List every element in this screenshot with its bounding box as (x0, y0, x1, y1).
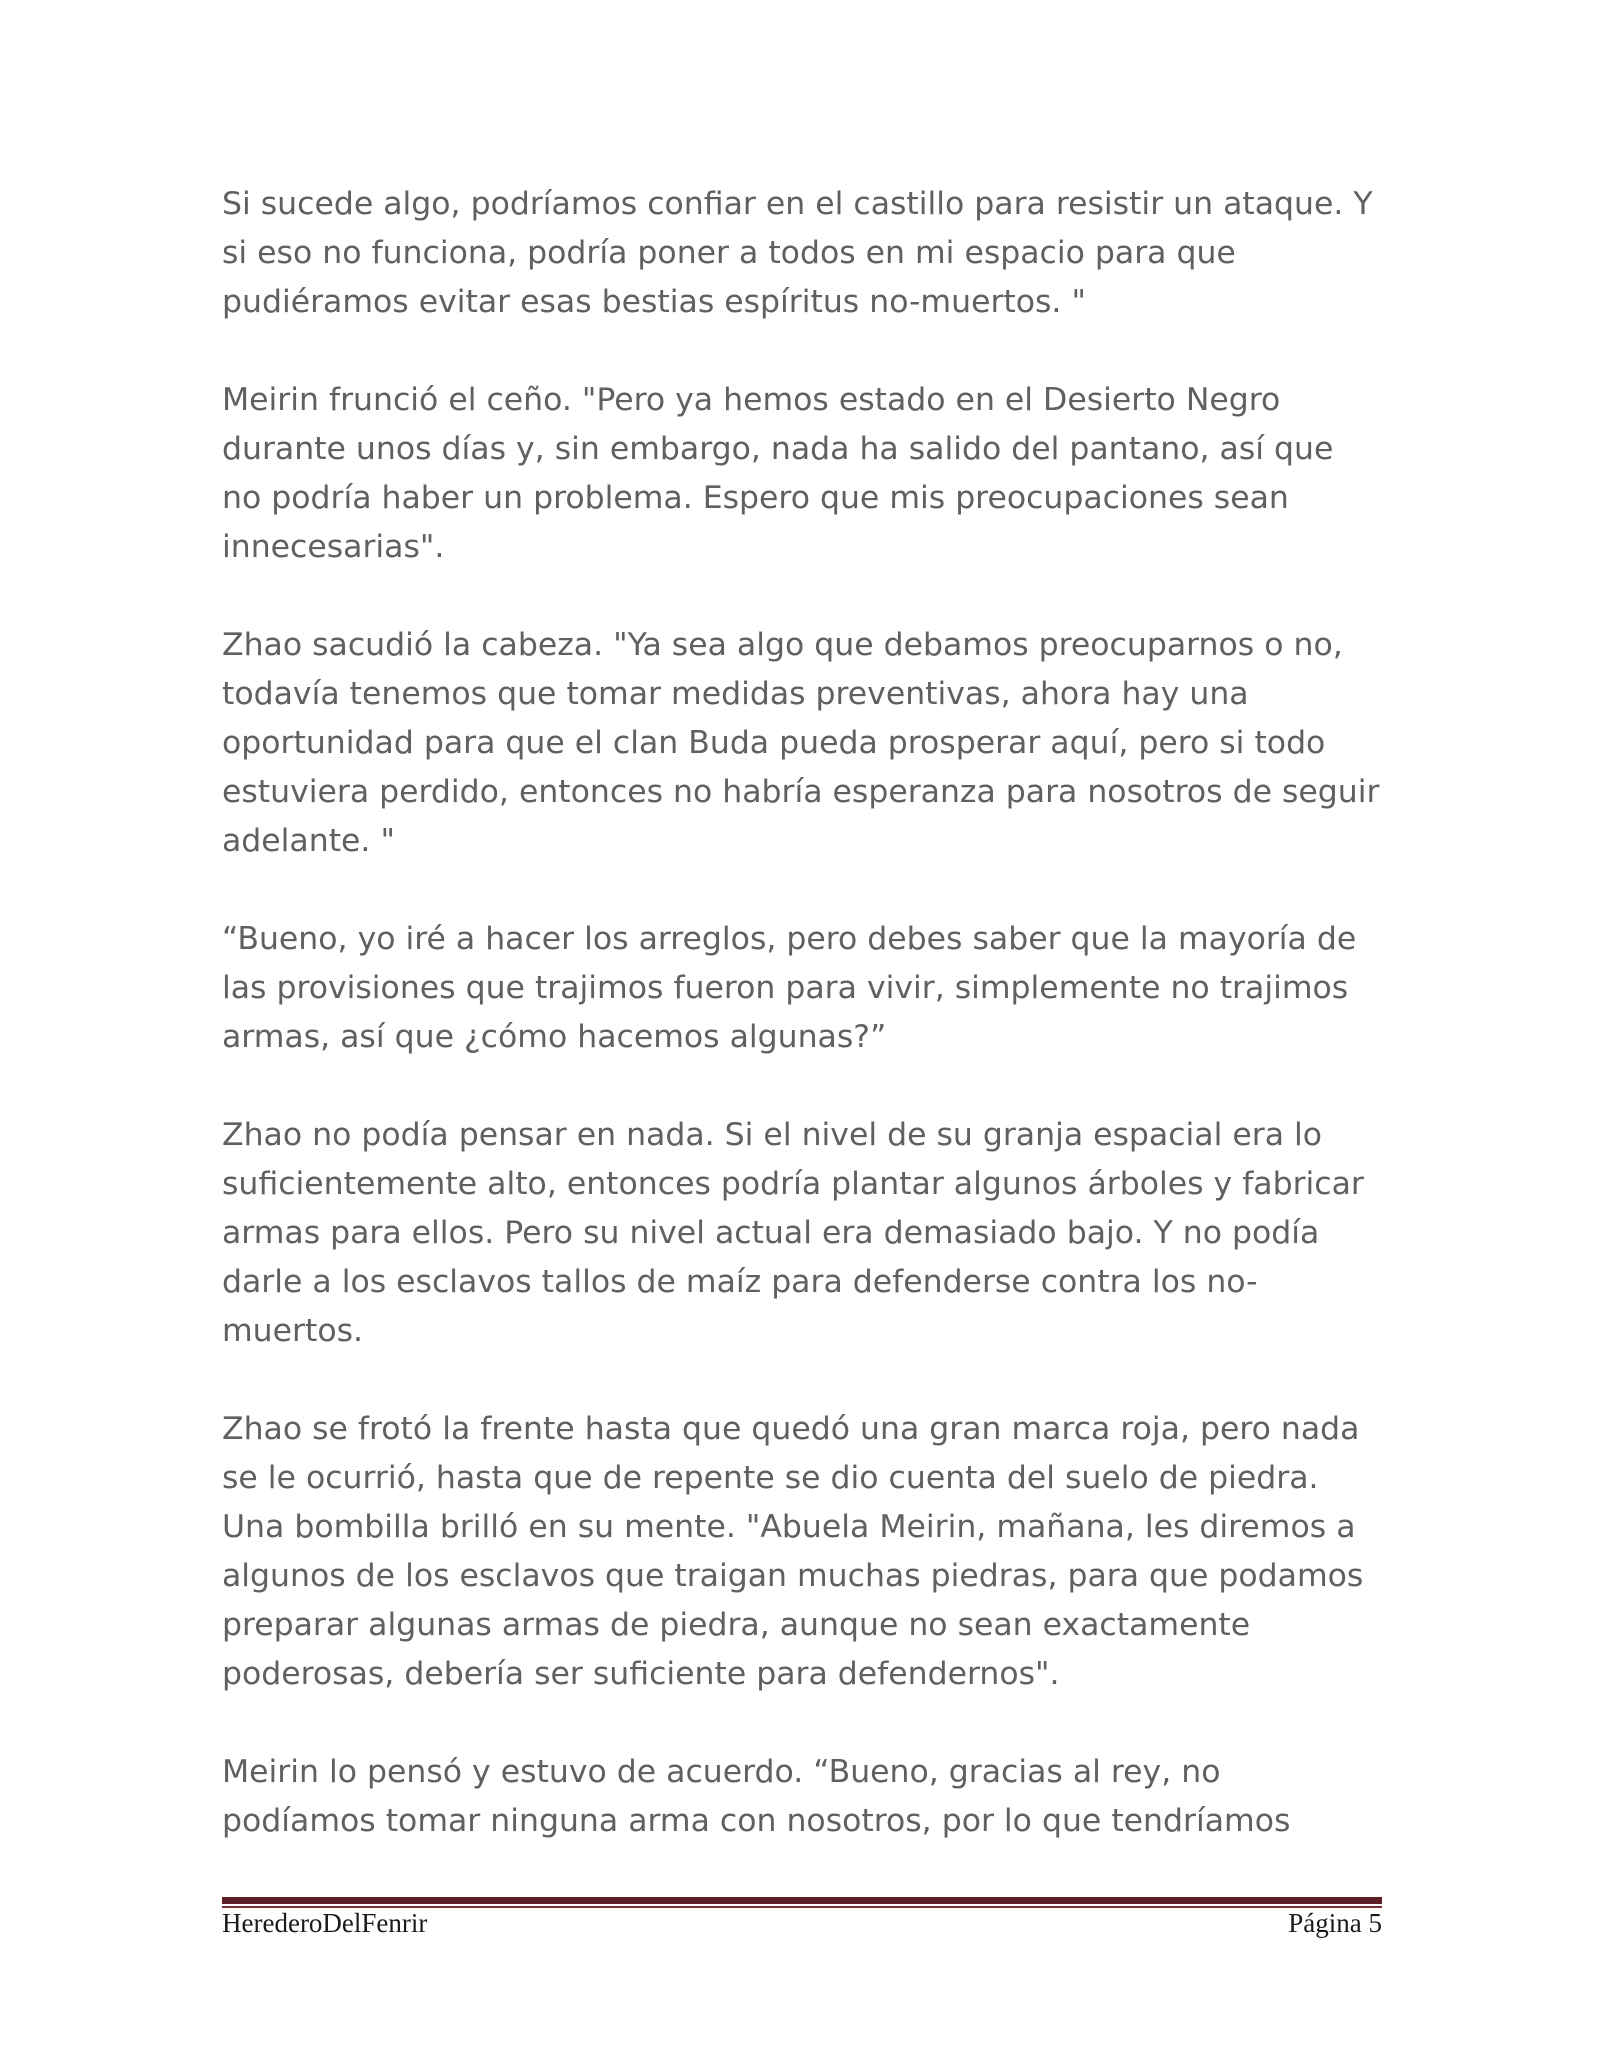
paragraph-3: Zhao sacudió la cabeza. "Ya sea algo que debamos preocuparnos o no, todavía tenemos que tomar medidas preventivas, ahora hay una oportunidad para que el clan Buda pueda prosperar aquí, pero si todo estuviera perdido, entonces no habría esperanza para nosotros de seguir adelante. " (222, 627, 1380, 859)
paragraph-2: Meirin frunció el ceño. "Pero ya hemos estado en el Desierto Negro durante unos días y, sin embargo, nada ha salido del pantano, así que no podría haber un problema. Espero que mis preocupaciones sean innecesarias". (222, 382, 1334, 565)
page-footer (222, 1908, 1382, 1948)
footer-author: HerederoDelFenrir (222, 1908, 428, 1938)
paragraph-6: Zhao se frotó la frente hasta que quedó una gran marca roja, pero nada se le ocurrió, hasta que de repente se dio cuenta del suelo de piedra. Una bombilla brilló en su mente. "Abuela Meirin, mañana, les diremos a algunos de los esclavos que traigan muchas piedras, para que podamos preparar algunas armas de piedra, aunque no sean exactamente poderosas, debería ser suficiente para defendernos". (222, 1411, 1364, 1692)
footer-divider (222, 1897, 1382, 1908)
footer-page-number: Página 5 (1288, 1908, 1382, 1938)
paragraph-1: Si sucede algo, podríamos confiar en el castillo para resistir un ataque. Y si eso no funciona, podría poner a todos en mi espacio para que pudiéramos evitar esas bestias espíritus no-muertos. " (222, 186, 1373, 320)
paragraph-7: Meirin lo pensó y estuvo de acuerdo. “Bueno, gracias al rey, no podíamos tomar ninguna arma con nosotros, por lo que tendríamos (222, 1754, 1291, 1839)
paragraph-5: Zhao no podía pensar en nada. Si el nivel de su granja espacial era lo suficientemente alto, entonces podría plantar algunos árboles y fabricar armas para ellos. Pero su nivel actual era demasiado bajo. Y no podía darle a los esclavos tallos de maíz para defenderse contra los no-muertos. (222, 1117, 1364, 1349)
body-text (222, 180, 1382, 1846)
paragraph-4: “Bueno, yo iré a hacer los arreglos, pero debes saber que la mayoría de las provisiones que trajimos fueron para vivir, simplemente no trajimos armas, así que ¿cómo hacemos algunas?” (222, 921, 1357, 1055)
